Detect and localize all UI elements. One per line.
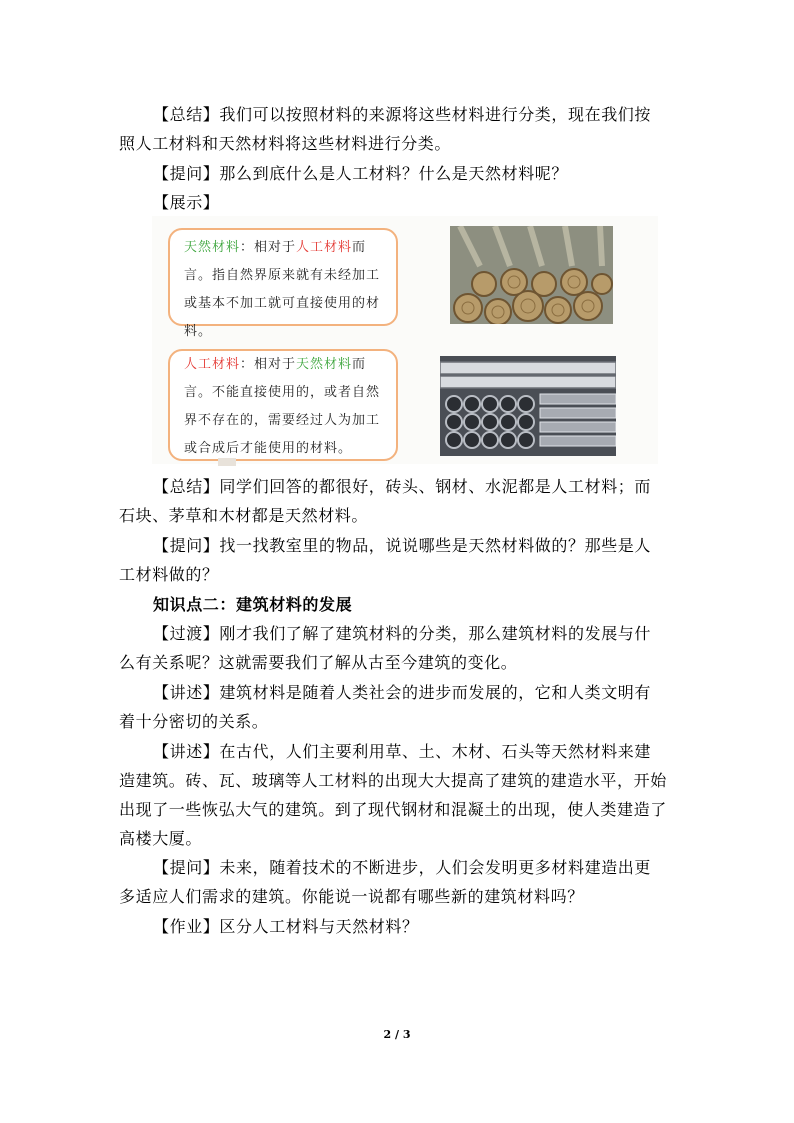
decorative-bar: [218, 458, 236, 466]
artificial-definition: 而言。不能直接使用的，或者自然界不存在的，需要经过人为加工或合成后才能使用的材料。: [184, 357, 381, 456]
question-paragraph-1: 【提问】那么到底什么是人工材料？什么是天然材料呢？: [153, 164, 569, 183]
slide-figure: [152, 216, 658, 464]
artificial-term: 人工材料: [184, 357, 241, 372]
question-paragraph-3: 【提问】未来，随着技术的不断进步，人们会发明更多材料建造出更多适应人们需求的建筑。你能说一说都有哪些新的建筑材料吗？: [119, 858, 652, 906]
lecture-paragraph-2: 【讲述】在古代，人们主要利用草、土、木材、石头等天然材料来建造建筑。砖、瓦、玻璃等人工材料的出现大大提高了建筑的建造水平，开始出现了一些恢弘大气的建筑。到了现代钢材和混凝土的出现，使人类建造了高楼大厦。: [119, 742, 667, 848]
section-heading: 知识点二：建筑材料的发展: [153, 595, 353, 614]
artificial-colon: ：相对于: [240, 357, 297, 372]
natural-colon: ：相对于: [240, 240, 297, 255]
steel-pipes-photo: [440, 356, 616, 456]
question-paragraph-2: 【提问】找一找教室里的物品，说说哪些是天然材料做的？那些是人工材料做的？: [119, 536, 652, 584]
natural-term: 天然材料: [184, 240, 241, 255]
artificial-material-card: [168, 349, 398, 461]
artificial-ref: 天然材料: [296, 357, 353, 372]
summary-paragraph-1: 【总结】我们可以按照材料的来源将这些材料进行分类，现在我们按照人工材料和天然材料将这些材料进行分类。: [119, 105, 652, 153]
wood-logs-photo: [450, 226, 613, 324]
natural-ref: 人工材料: [296, 240, 353, 255]
transition-paragraph: 【过渡】刚才我们了解了建筑材料的分类，那么建筑材料的发展与什么有关系呢？这就需要我们了解从古至今建筑的变化。: [119, 624, 652, 672]
summary-paragraph-2: 【总结】同学们回答的都很好，砖头、钢材、水泥都是人工材料；而石块、茅草和木材都是天然材料。: [119, 477, 652, 525]
homework-paragraph: 【作业】区分人工材料与天然材料？: [153, 917, 419, 936]
natural-definition: 而言。指自然界原来就有未经加工或基本不加工就可直接使用的材料。: [184, 240, 381, 339]
page-number: 2 / 3: [383, 1028, 411, 1041]
natural-material-card: [168, 228, 398, 339]
show-label: 【展示】: [153, 193, 220, 212]
lecture-paragraph-1: 【讲述】建筑材料是随着人类社会的进步而发展的，它和人类文明有着十分密切的关系。: [119, 683, 652, 731]
